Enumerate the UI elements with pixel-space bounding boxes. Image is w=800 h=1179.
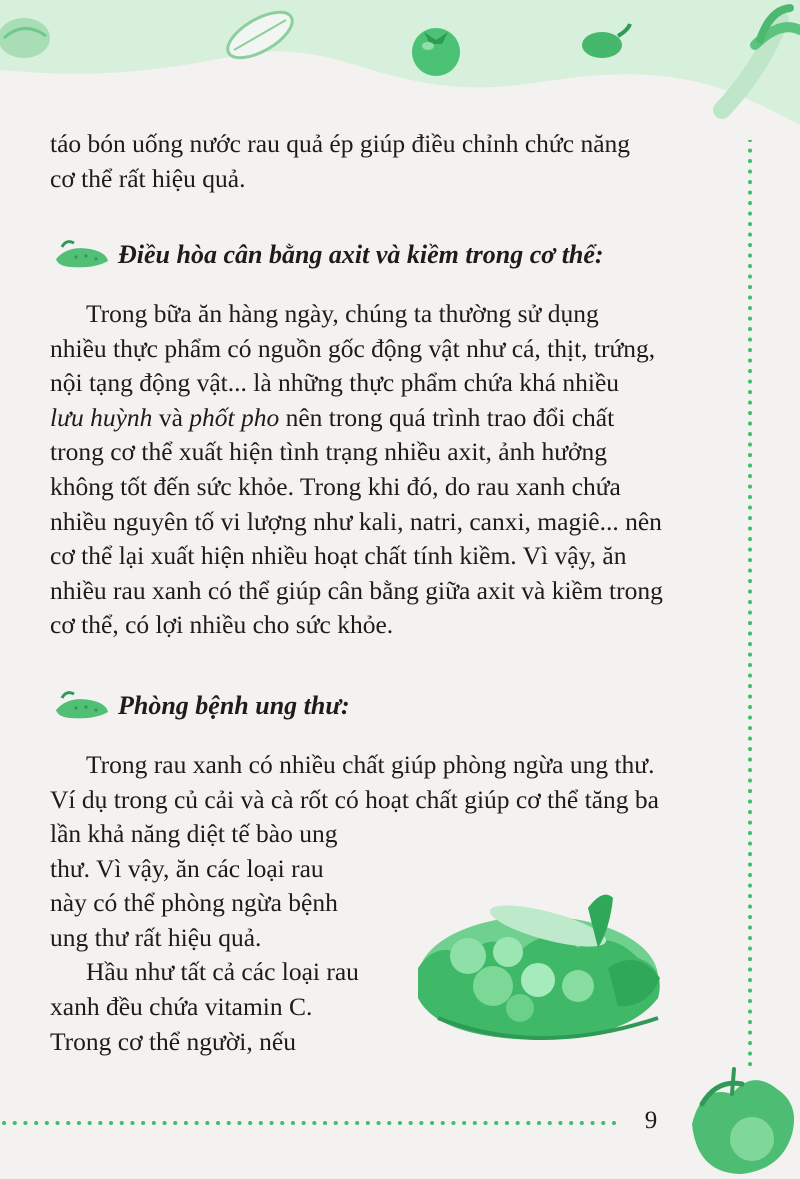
line: nhiều nguyên tố vi lượng như kali, natri, canxi, magiê... nên [50,506,662,536]
line: không tốt đến sức khỏe. Trong khi đó, do rau xanh chứa [50,471,621,501]
line: thư. Vì vậy, ăn các loại rau [50,853,324,883]
intro-paragraph [50,127,690,196]
line: nội tạng động vật... là những thực phẩm chứa khá nhiều [50,368,620,398]
heading-text: Phòng bệnh ung thư: [118,691,350,720]
bottom-dotted-border [0,1117,626,1129]
line: Hầu như tất cả các loại rau [86,957,359,987]
line: nhiều thực phẩm có nguồn gốc động vật như cá, thịt, trứng, [50,333,656,363]
vegetable-basket-illustration [398,868,670,1058]
line: lần khả năng diệt tế bào ung [50,819,338,848]
line: ung thư rất hiệu quả. [50,922,262,952]
corner-vegetable-illustration [672,1064,800,1179]
line: cơ thể lại xuất hiện nhiều hoạt chất tính kiềm. Vì vậy, ăn [50,541,627,571]
cucumber-icon [50,688,112,724]
line: Trong cơ thể người, nếu [50,1026,296,1056]
section-heading-acid-alkali [50,237,604,273]
section-heading-cancer [50,688,350,724]
intro-line-2: cơ thể rất hiệu quả. [50,163,246,193]
line: Trong rau xanh có nhiều chất giúp phòng ngừa ung thư. [86,750,655,779]
line: xanh đều chứa vitamin C. [50,991,313,1021]
tomato-icon [412,28,460,76]
line: trong cơ thể xuất hiện tình trạng nhiều axit, ảnh hưởng [50,437,608,467]
line: nhiều rau xanh có thể giúp cân bằng giữa axit và kiềm trong [50,575,663,605]
line: Trong bữa ăn hàng ngày, chúng ta thường sử dụng [86,299,599,328]
line: cơ thể, có lợi nhiều cho sức khỏe. [50,610,394,640]
line-tail: nên trong quá trình trao đổi chất [279,402,615,432]
intro-line-1: táo bón uống nước rau quả ép giúp điều chỉnh chức năng [50,129,631,158]
term-phosphorus: phốt pho [189,402,280,432]
paragraph-acid-alkali [50,297,690,643]
cucumber-icon [50,237,112,273]
line: này có thể phòng ngừa bệnh [50,888,338,918]
line: Ví dụ trong củ cải và cà rốt có hoạt chất giúp cơ thể tăng ba [50,784,659,814]
term-sulfur: lưu huỳnh [50,402,153,432]
heading-text: Điều hòa cân bằng axit và kiềm trong cơ thể: [118,240,604,269]
paragraph-cancer-narrow [50,817,362,1059]
page-number: 9 [644,1107,658,1134]
connector: và [152,402,190,432]
cabbage-icon [0,18,50,58]
right-dotted-border [744,140,756,1070]
header-vegetable-band [0,0,800,140]
paragraph-cancer-wide [50,748,690,817]
header-wave [0,0,800,125]
line-with-emphasis [50,401,690,436]
